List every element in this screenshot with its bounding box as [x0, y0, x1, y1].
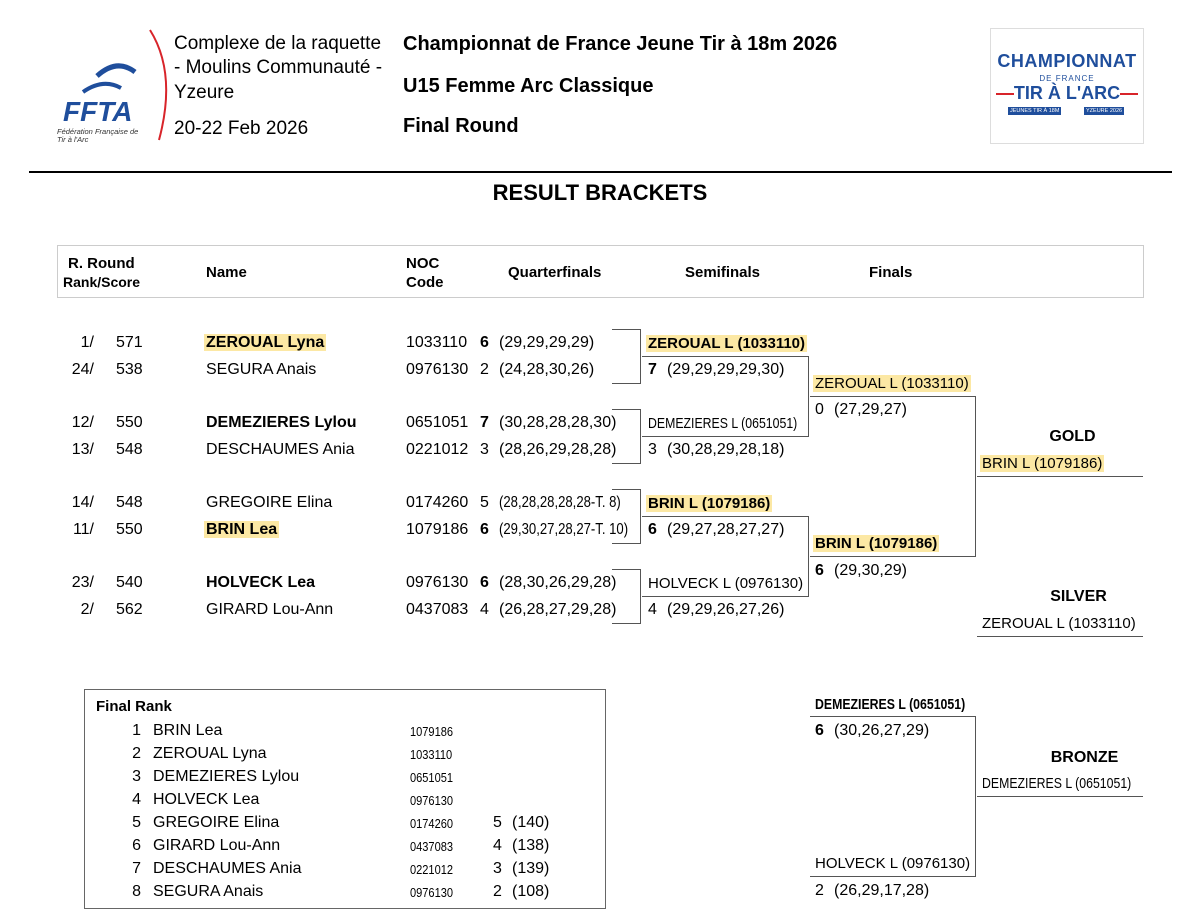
bracket-line [642, 356, 809, 357]
bracket-line [810, 876, 976, 877]
entry-rank: 13/ [71, 441, 94, 458]
entry-qf-sets: 5 [480, 494, 489, 511]
bracket-line [612, 329, 641, 330]
rank-name: SEGURA Anais [153, 883, 264, 900]
logo-tag-2: YZEURE 2026 [1086, 108, 1123, 114]
rank-name: BRIN Lea [153, 722, 223, 739]
entry-rank: 1/ [80, 334, 94, 351]
rank-code: 0976130 [410, 793, 454, 808]
event-dates: 20-22 Feb 2026 [174, 118, 309, 139]
entry-qf-detail: (28,26,29,28,28) [499, 441, 617, 458]
bronze-label: BRONZE [1050, 749, 1119, 766]
entry-name: DEMEZIERES Lylou [206, 414, 357, 431]
entry-qf-sets: 4 [480, 601, 489, 618]
bronze-match-detail: (26,29,17,28) [834, 882, 930, 899]
category-title: U15 Femme Arc Classique [403, 75, 654, 97]
entry-qf-sets: 2 [480, 361, 489, 378]
entry-score: 538 [116, 361, 143, 378]
rank-code: 0174260 [410, 816, 454, 831]
rank-name: GIRARD Lou-Ann [153, 837, 281, 854]
column-header [57, 245, 1144, 298]
rank-sets: 5 [493, 814, 502, 831]
entry-qf-sets: 3 [480, 441, 489, 458]
final-detail: (29,30,29) [834, 562, 907, 579]
venue-line-2: - Moulins Communauté - [174, 57, 383, 78]
col-noc-2: Code [406, 274, 444, 291]
sf-detail: (29,27,28,27,27) [667, 521, 785, 538]
bracket-line [612, 543, 641, 544]
entry-qf-sets: 6 [480, 574, 489, 591]
entry-noc: 1033110 [406, 334, 468, 351]
entry-name: DESCHAUMES Ania [206, 441, 355, 458]
rank-name: ZEROUAL Lyna [153, 745, 267, 762]
bronze-name: DEMEZIERES L (0651051) [982, 775, 1132, 792]
bracket-line [642, 596, 809, 597]
sf-name: ZEROUAL L (1033110) [648, 335, 806, 352]
rank-code: 0651051 [410, 770, 454, 785]
rank-position: 1 [132, 722, 141, 739]
logo-tag-1: JEUNES TIR À 18M [1010, 108, 1060, 114]
logo-line-1: CHAMPIONNAT [997, 51, 1137, 71]
entry-noc: 1079186 [406, 521, 469, 538]
entry-name: GIRARD Lou-Ann [206, 601, 334, 618]
final-rank-title: Final Rank [96, 698, 172, 715]
col-rround-2: Rank/Score [63, 274, 141, 290]
bracket-line [640, 329, 641, 384]
final-sets: 0 [815, 401, 824, 418]
rank-detail: (139) [512, 860, 550, 877]
bracket-line [642, 516, 809, 517]
event-title: Championnat de France Jeune Tir à 18m 2026 [403, 33, 838, 55]
entry-name: SEGURA Anais [206, 361, 317, 378]
entry-score: 571 [116, 334, 143, 351]
bracket-line [640, 569, 641, 624]
rank-position: 3 [132, 768, 141, 785]
entry-noc: 0437083 [406, 601, 469, 618]
venue-line-1: Complexe de la raquette [174, 33, 382, 54]
entry-noc: 0221012 [406, 441, 469, 458]
rank-name: DESCHAUMES Ania [153, 860, 302, 877]
entry-score: 540 [116, 574, 143, 591]
rank-position: 6 [132, 837, 141, 854]
entry-noc: 0174260 [406, 494, 469, 511]
sf-sets: 4 [648, 601, 657, 618]
logo-line-3: TIR À L'ARC [1013, 83, 1121, 103]
entry-score: 550 [116, 414, 143, 431]
entry-name: BRIN Lea [206, 521, 278, 538]
rank-name: DEMEZIERES Lylou [153, 768, 300, 785]
entry-qf-detail: (29,30,27,28,27-T. 10) [499, 521, 629, 538]
rank-name: HOLVECK Lea [153, 791, 260, 808]
rank-detail: (108) [512, 883, 550, 900]
svg-text:FFTA: FFTA [63, 96, 133, 127]
entry-name: HOLVECK Lea [206, 574, 316, 591]
final-sets: 6 [815, 562, 824, 579]
rank-position: 8 [132, 883, 141, 900]
ffta-logo-subtext: Fédération Française de Tir à l'Arc [57, 127, 139, 144]
entry-score: 562 [116, 601, 143, 618]
entry-qf-detail: (30,28,28,28,30) [499, 414, 617, 431]
col-quarterfinals: Quarterfinals [508, 264, 602, 281]
entry-rank: 23/ [71, 574, 94, 591]
bracket-line [612, 409, 641, 410]
entry-rank: 14/ [71, 494, 94, 511]
col-rround-1: R. Round [68, 255, 135, 272]
rank-code: 0221012 [410, 862, 454, 877]
rank-sets: 3 [493, 860, 502, 877]
phase-title: Final Round [403, 115, 519, 137]
logo-dash-left [996, 93, 1014, 95]
rank-code: 0437083 [410, 839, 454, 854]
bracket-line [975, 716, 976, 877]
rank-position: 7 [132, 860, 141, 877]
bracket-line [810, 716, 976, 717]
bracket-line [975, 396, 976, 557]
entry-noc: 0651051 [406, 414, 469, 431]
entry-noc: 0976130 [406, 574, 469, 591]
entry-score: 550 [116, 521, 143, 538]
final-detail: (27,29,27) [834, 401, 907, 418]
bracket-line [612, 489, 641, 490]
bracket-line [977, 476, 1143, 477]
col-noc-1: NOC [406, 255, 440, 272]
final-name: ZEROUAL L (1033110) [815, 375, 969, 392]
rank-position: 5 [132, 814, 141, 831]
bracket-line [640, 489, 641, 544]
entry-qf-detail: (28,30,26,29,28) [499, 574, 617, 591]
entry-score: 548 [116, 494, 143, 511]
bronze-match-detail: (30,26,27,29) [834, 722, 930, 739]
bronze-match-sets: 2 [815, 882, 824, 899]
section-title: RESULT BRACKETS [492, 180, 708, 205]
bracket-line [810, 396, 976, 397]
logo-line-2: DE FRANCE [1039, 74, 1095, 83]
bronze-match-name: DEMEZIERES L (0651051) [815, 696, 966, 713]
sf-sets: 7 [648, 361, 657, 378]
final-name: BRIN L (1079186) [815, 535, 938, 552]
bracket-line [810, 556, 976, 557]
sf-sets: 3 [648, 441, 657, 458]
bracket-line [612, 383, 641, 384]
rank-detail: (140) [512, 814, 550, 831]
rank-detail: (138) [512, 837, 550, 854]
sf-sets: 6 [648, 521, 657, 538]
entry-name: ZEROUAL Lyna [206, 334, 325, 351]
sf-name: HOLVECK L (0976130) [648, 575, 804, 592]
venue-line-3: Yzeure [174, 82, 235, 103]
entry-score: 548 [116, 441, 143, 458]
rank-code: 0976130 [410, 885, 454, 900]
bracket-line [642, 436, 809, 437]
championnat-logo [990, 28, 1144, 144]
logo-dash-right [1120, 93, 1138, 95]
bronze-match-name: HOLVECK L (0976130) [815, 855, 971, 872]
rank-sets: 2 [493, 883, 502, 900]
entry-qf-detail: (29,29,29,29) [499, 334, 595, 351]
entry-qf-detail: (26,28,27,29,28) [499, 601, 617, 618]
ffta-logo [55, 28, 175, 146]
sf-name: DEMEZIERES L (0651051) [648, 415, 798, 432]
sf-name: BRIN L (1079186) [648, 495, 771, 512]
entry-qf-sets: 6 [480, 521, 489, 538]
col-semifinals: Semifinals [685, 264, 761, 281]
entry-qf-detail: (24,28,30,26) [499, 361, 595, 378]
sf-detail: (29,29,26,27,26) [667, 601, 785, 618]
sf-detail: (30,28,29,28,18) [667, 441, 785, 458]
silver-label: SILVER [1050, 588, 1107, 605]
rank-name: GREGOIRE Elina [153, 814, 280, 831]
silver-name: ZEROUAL L (1033110) [982, 615, 1136, 632]
gold-name: BRIN L (1079186) [982, 455, 1103, 472]
rank-position: 2 [132, 745, 141, 762]
entry-rank: 2/ [80, 601, 94, 618]
sf-detail: (29,29,29,29,30) [667, 361, 785, 378]
gold-label: GOLD [1049, 428, 1096, 445]
header-divider [29, 171, 1172, 173]
entry-noc: 0976130 [406, 361, 469, 378]
entry-rank: 24/ [71, 361, 94, 378]
bracket-line [977, 796, 1143, 797]
bracket-line [640, 409, 641, 464]
rank-position: 4 [132, 791, 141, 808]
entry-qf-sets: 6 [480, 334, 489, 351]
entry-rank: 11/ [72, 521, 94, 538]
bracket-line [612, 569, 641, 570]
bracket-line [977, 636, 1143, 637]
rank-sets: 4 [493, 837, 502, 854]
rank-code: 1033110 [410, 747, 453, 762]
bracket-line [612, 463, 641, 464]
col-name: Name [206, 264, 247, 281]
entry-rank: 12/ [71, 414, 94, 431]
rank-code: 1079186 [410, 724, 454, 739]
bracket-line [808, 516, 809, 597]
bracket-line [612, 623, 641, 624]
entry-name: GREGOIRE Elina [206, 494, 333, 511]
bracket-line [808, 356, 809, 437]
col-finals: Finals [869, 264, 913, 281]
entry-qf-sets: 7 [480, 414, 489, 431]
bronze-match-sets: 6 [815, 722, 824, 739]
entry-qf-detail: (28,28,28,28,28-T. 8) [499, 494, 621, 511]
